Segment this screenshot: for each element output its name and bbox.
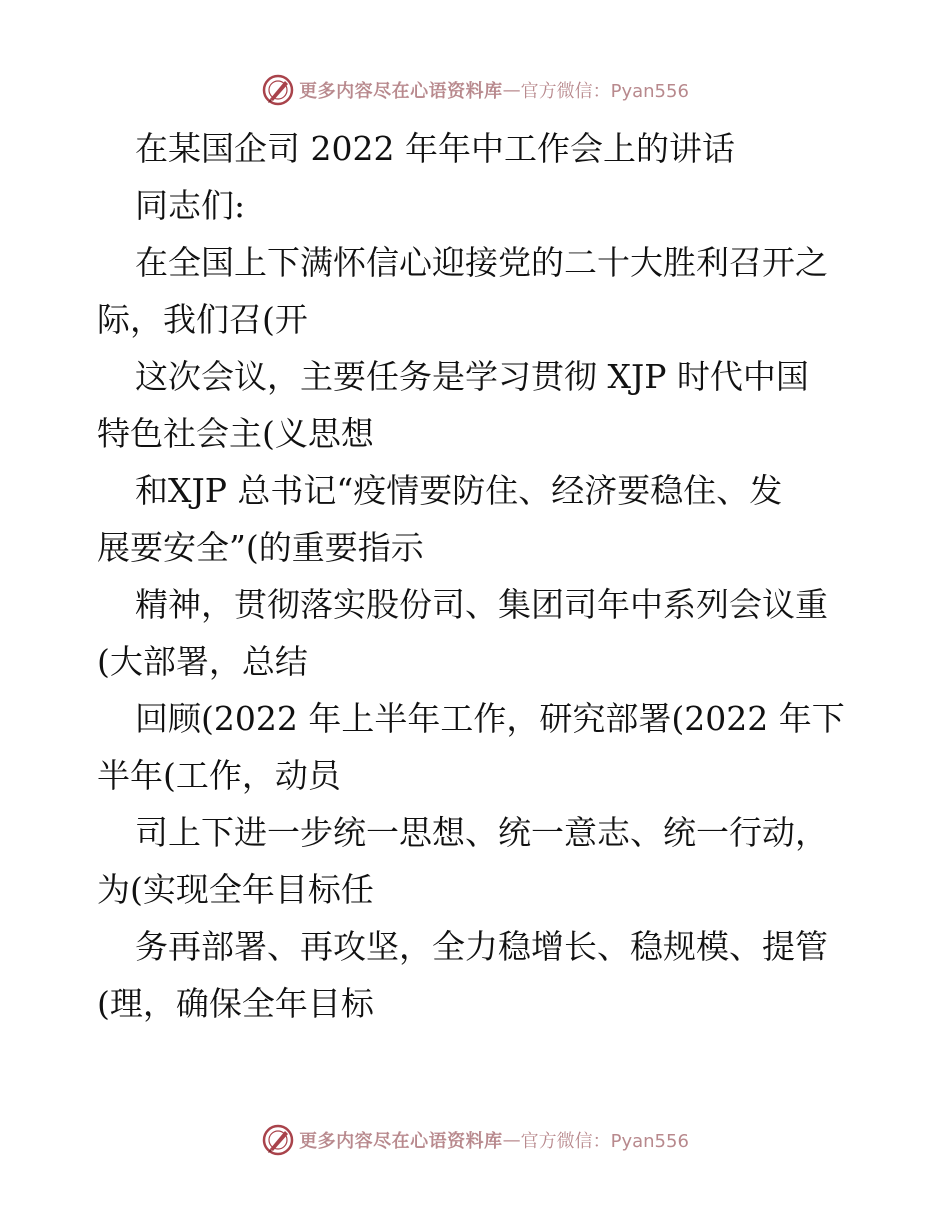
text-line: (理，确保全年目标	[97, 984, 374, 1023]
text-line: 在全国上下满怀信心迎接党的二十大胜利召开之	[135, 243, 828, 282]
banner-contact: 官方微信：Pyan556	[520, 81, 689, 102]
text-line: 展要安全”(的重要指示	[97, 528, 424, 567]
document-title: 在某国企司 2022 年年中工作会上的讲话	[135, 129, 735, 168]
text-line: 半年(工作，动员	[97, 756, 341, 795]
footer-banner	[0, 1120, 950, 1160]
text-line: 和XJP 总书记“疫情要防住、经济要稳住、发	[135, 471, 783, 510]
quill-pen-icon	[261, 1123, 295, 1157]
text-line: 务再部署、再攻坚，全力稳增长、稳规模、提管	[135, 927, 828, 966]
text-line: 为(实现全年目标任	[97, 870, 374, 909]
text-line: (大部署，总结	[97, 642, 308, 681]
text-line: 特色社会主(义思想	[97, 414, 374, 453]
banner-contact: 官方微信：Pyan556	[520, 1131, 689, 1152]
banner-dash: —	[502, 79, 521, 101]
header-banner	[0, 70, 950, 110]
banner-dash: —	[502, 1129, 521, 1151]
document-body	[97, 120, 857, 1032]
text-line: 这次会议，主要任务是学习贯彻 XJP 时代中国	[135, 357, 809, 396]
salutation: 同志们:	[135, 186, 246, 225]
text-line: 司上下进一步统一思想、统一意志、统一行动，	[135, 813, 828, 852]
text-line: 精神，贯彻落实股份司、集团司年中系列会议重	[135, 585, 828, 624]
banner-text: 更多内容尽在心语资料库	[299, 81, 503, 102]
quill-pen-icon	[261, 73, 295, 107]
text-line: 际，我们召(开	[97, 300, 308, 339]
text-line: 回顾(2022 年上半年工作，研究部署(2022 年下	[135, 699, 845, 738]
banner-text: 更多内容尽在心语资料库	[299, 1131, 503, 1152]
